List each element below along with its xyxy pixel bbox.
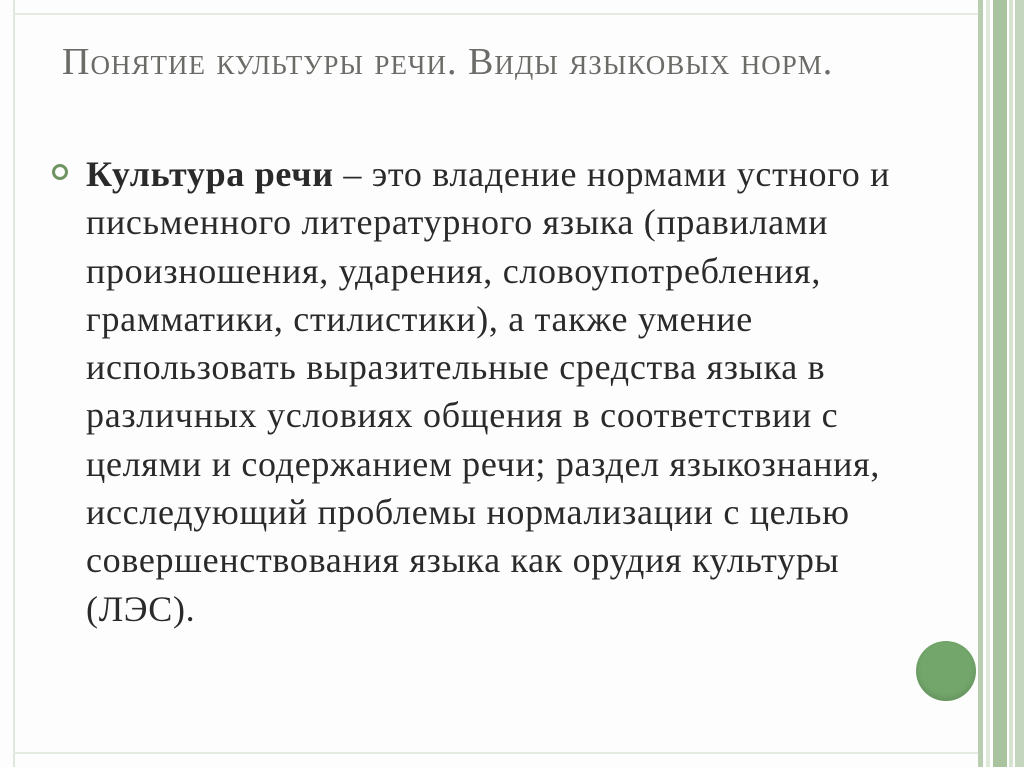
- slide-title: Понятие культуры речи. Виды языковых норм.: [62, 41, 834, 83]
- right-border-stripe: [993, 0, 1007, 767]
- bullet-definition: – это владение нормами устного и письменного литературного языка (правилами произношения, ударения, словоупотребления, грамматики, стилистики), а также умение использовать выразительные средства языка в различных условиях общения в соответствии с целями и содержанием речи; раздел языкознания, исследующий проблемы нормализации с целью совершенствования языка как орудия культуры (ЛЭС).: [86, 154, 891, 629]
- bullet-text: [86, 150, 916, 633]
- frame-bottom-line: [13, 752, 979, 754]
- bullet-term: Культура речи: [86, 154, 334, 194]
- green-circle-icon: [916, 641, 976, 701]
- right-border-stripe: [978, 0, 983, 767]
- frame-left-line: [13, 0, 15, 767]
- frame-top-line: [13, 13, 979, 15]
- right-border-stripe: [986, 0, 990, 767]
- ring-bullet-icon: [52, 164, 68, 180]
- right-border-stripe: [1009, 0, 1013, 767]
- right-border-stripe: [1015, 0, 1024, 767]
